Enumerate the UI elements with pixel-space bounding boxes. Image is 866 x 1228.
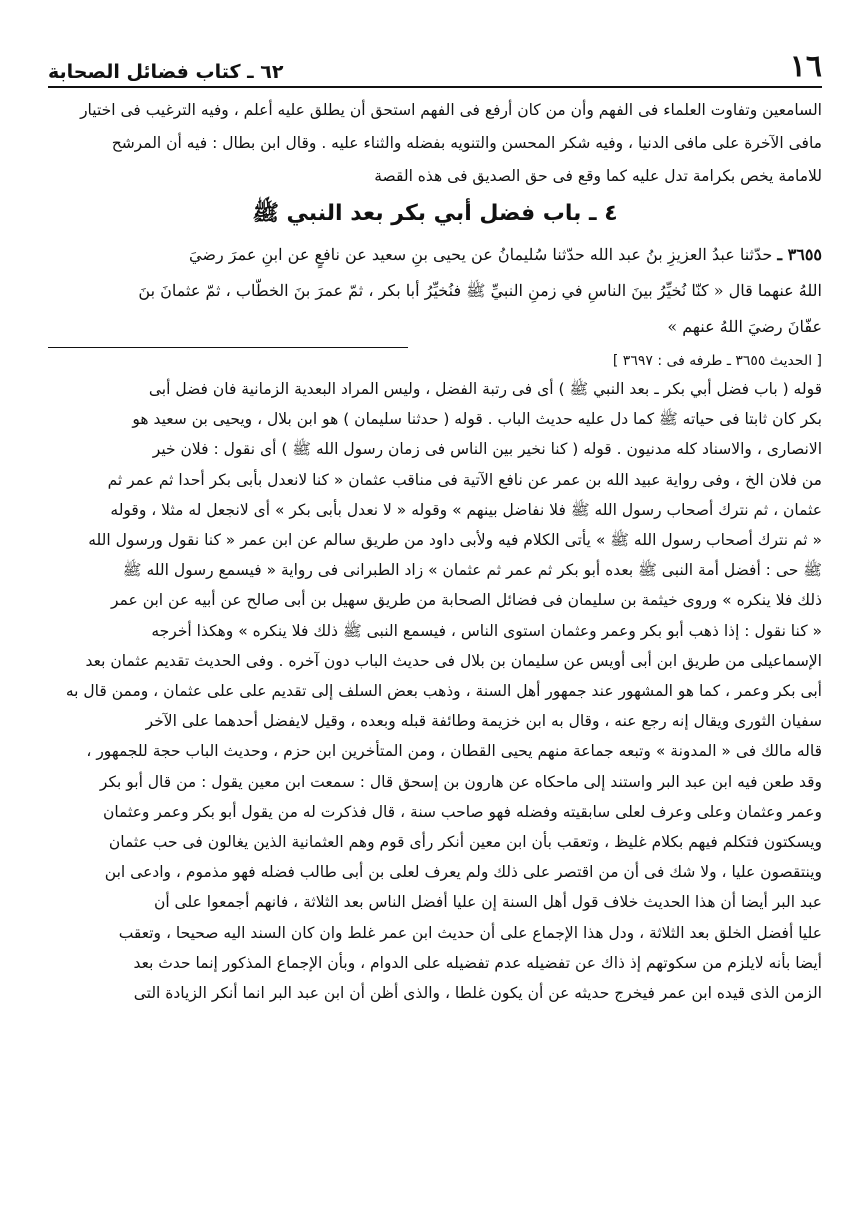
- intro-line: السامعين وتفاوت العلماء فى الفهم وأن من كان أرفع فى الفهم استحق أن يطلق عليه أعلم ، وفيه الترغيب فى اختيار: [80, 101, 822, 119]
- hadith-text: [48, 237, 822, 345]
- commentary-line: الانصارى ، والاسناد كله مدنيون . قوله ( كنا نخير بين الناس فى زمان رسول الله ﷺ ) أى نقول : فلان خير: [152, 440, 822, 459]
- commentary-line: قاله مالك فى « المدونة » وتبعه جماعة منهم يحيى القطان ، ومن المتأخرين ابن حزم ، وحديث الباب حجة للجمهور ،: [86, 742, 822, 761]
- commentary-line: ﷺ حى : أفضل أمة النبى ﷺ بعده أبو بكر ثم عمر ثم عثمان » زاد الطبرانى فى رواية « فيسمع رسول الله ﷺ: [122, 561, 822, 580]
- reference-rule-row: [48, 347, 822, 348]
- commentary-line: « ثم نترك أصحاب رسول الله ﷺ » يأتى الكلام فيه ولأبى داود من طريق سالم عن ابن عمر « كنا نقول ورسول الله: [88, 531, 822, 550]
- commentary-line: قوله ( باب فضل أبي بكر ـ بعد النبي ﷺ ) أى فى رتبة الفضل ، وليس المراد البعدية الزمانية فان فضل أبى: [148, 380, 822, 398]
- commentary-line: ذلك فلا ينكره » وروى خيثمة بن سليمان فى فضائل الصحابة من طريق سهيل بن أبى صالح عن أبيه عن ابن عمر: [111, 591, 822, 610]
- commentary: [48, 374, 822, 1008]
- hadith-line-text: حدّثنا عبدُ العزيزِ بنُ عبد الله حدّثنا سُليمانُ عن يحيى بنِ سعيد عن نافعٍ عن ابنِ عمرَ رضيَ: [189, 245, 773, 264]
- commentary-line: عبد البر أيضا أن هذا الحديث خلاف قول أهل السنة إن عليا أفضل الناس بعد الثلاثة ، فانهم أجمعوا على أن: [153, 893, 822, 912]
- commentary-line: وعمر وعثمان وعلى وعرف لعلى سابقيته وفضله فهو صاحب سنة ، قال فذكرت له من يقول أبو بكر وعمر وعثمان: [102, 802, 822, 821]
- commentary-line: ويسكتون فتكلم فيهم بكلام غليظ ، وتعقب بأن ابن معين أنكر رأى قوم وهم العثمانية الذين يغالون فى حب عثمان: [108, 833, 822, 852]
- commentary-line: وقد طعن فيه ابن عبد البر واستند إلى ماحكاه عن هارون بن إسحق قال : سمعت ابن معين يقول : من قال أبو بكر: [99, 772, 822, 791]
- commentary-line: أيضا بأنه لايلزم من سكوتهم إذ ذاك عن تفضيله عدم تفضيله على الدوام ، وبأن الإجماع المذكور إنما حدث بعد: [133, 953, 822, 972]
- hadith-line: اللهُ عنهما قال « كنّا نُخيِّرُ بينَ الناسِ في زمنِ النبيِّ ﷺ فنُخيِّرُ أبا بكر ، ثمّ عمرَ بنَ الخطّاب ، ثمّ عثمانَ بنَ: [138, 281, 822, 300]
- hadith-line: [48, 237, 822, 273]
- intro-line: للامامة يخص بكرامة تدل عليه كما وقع فى حق الصديق فى هذه القصة: [374, 167, 822, 185]
- commentary-line: سفيان الثورى ويقال إنه رجع عنه ، وقال به ابن خزيمة وطائفة قبله وبعده ، وقيل لايفضل أحدهما على الآخر: [145, 712, 822, 731]
- hadith-reference: [ الحديث ٣٦٥٥ ـ طرفه فى : ٣٦٩٧ ]: [612, 353, 822, 369]
- commentary-line: الزمن الذى قيده ابن عمر فيخرج حديثه عن أن يكون غلطا ، والذى أظن أن ابن عبد البر انما أنكر الزيادة التى: [133, 984, 822, 1003]
- commentary-line: أبى بكر وعمر ، كما هو المشهور عند جمهور أهل السنة ، وذهب بعض السلف إلى تقديم على على عثمان ، وممن قال به: [65, 682, 822, 701]
- intro-paragraph: [48, 94, 822, 193]
- commentary-line: عثمان ، ثم نترك أصحاب رسول الله ﷺ فلا نفاضل بينهم » وقوله « لا نعدل بأبى بكر » أى لانجعل له مثلا ، وقوله: [110, 500, 822, 519]
- hadith-number: ٣٦٥٥ ـ: [777, 245, 822, 264]
- commentary-line: الإسماعيلى من طريق ابن أبى أويس عن سليمان بن بلال فى حديث الباب دون آخره . وفى الحديث تقديم عثمان بعد: [85, 651, 822, 670]
- chapter-heading: ٤ ـ باب فضل أبي بكر بعد النبي ﷺ: [252, 201, 618, 226]
- commentary-line: « كنا نقول : إذا ذهب أبو بكر وعمر وعثمان استوى الناس ، فيسمع النبى ﷺ ذلك فلا ينكره » وهكذا أخرجه: [151, 621, 822, 640]
- reference-divider: [48, 347, 408, 348]
- commentary-line: من فلان الخ ، وفى رواية عبيد الله بن عمر عن نافع الآتية فى مناقب عثمان « كنا لانعدل بأبى بكر أحدا ثم عمر ثم: [107, 470, 822, 489]
- page-number: ١٦: [789, 49, 822, 84]
- commentary-line: عليا أفضل الخلق بعد الثلاثة ، ودل هذا الإجماع على أن حديث ابن عمر غلط وان كان السند اليه صحيحا ، وتعقب: [118, 923, 822, 942]
- commentary-line: وينتقصون عليا ، ولا شك فى أن من اقتصر على ذلك ولم يعرف لعلى بن أبى طالب فضله فهو مذموم ، وادعى ابن: [104, 863, 822, 882]
- commentary-line: بكر كان ثابتا فى حياته ﷺ كما دل عليه حديث الباب . قوله ( حدثنا سليمان ) هو ابن بلال ، ويحيى بن سعيد هو: [132, 410, 822, 429]
- running-title: ٦٢ ـ كتاب فضائل الصحابة: [48, 61, 284, 83]
- hadith-line: عفّانَ رضيَ اللهُ عنهم »: [667, 317, 822, 336]
- page-header: [48, 38, 822, 88]
- intro-line: مافى الآخرة على مافى الدنيا ، وفيه شكر المحسن والتنويه بفضله والثناء عليه . وقال ابن بطال : فيه أن المرشح: [111, 134, 822, 152]
